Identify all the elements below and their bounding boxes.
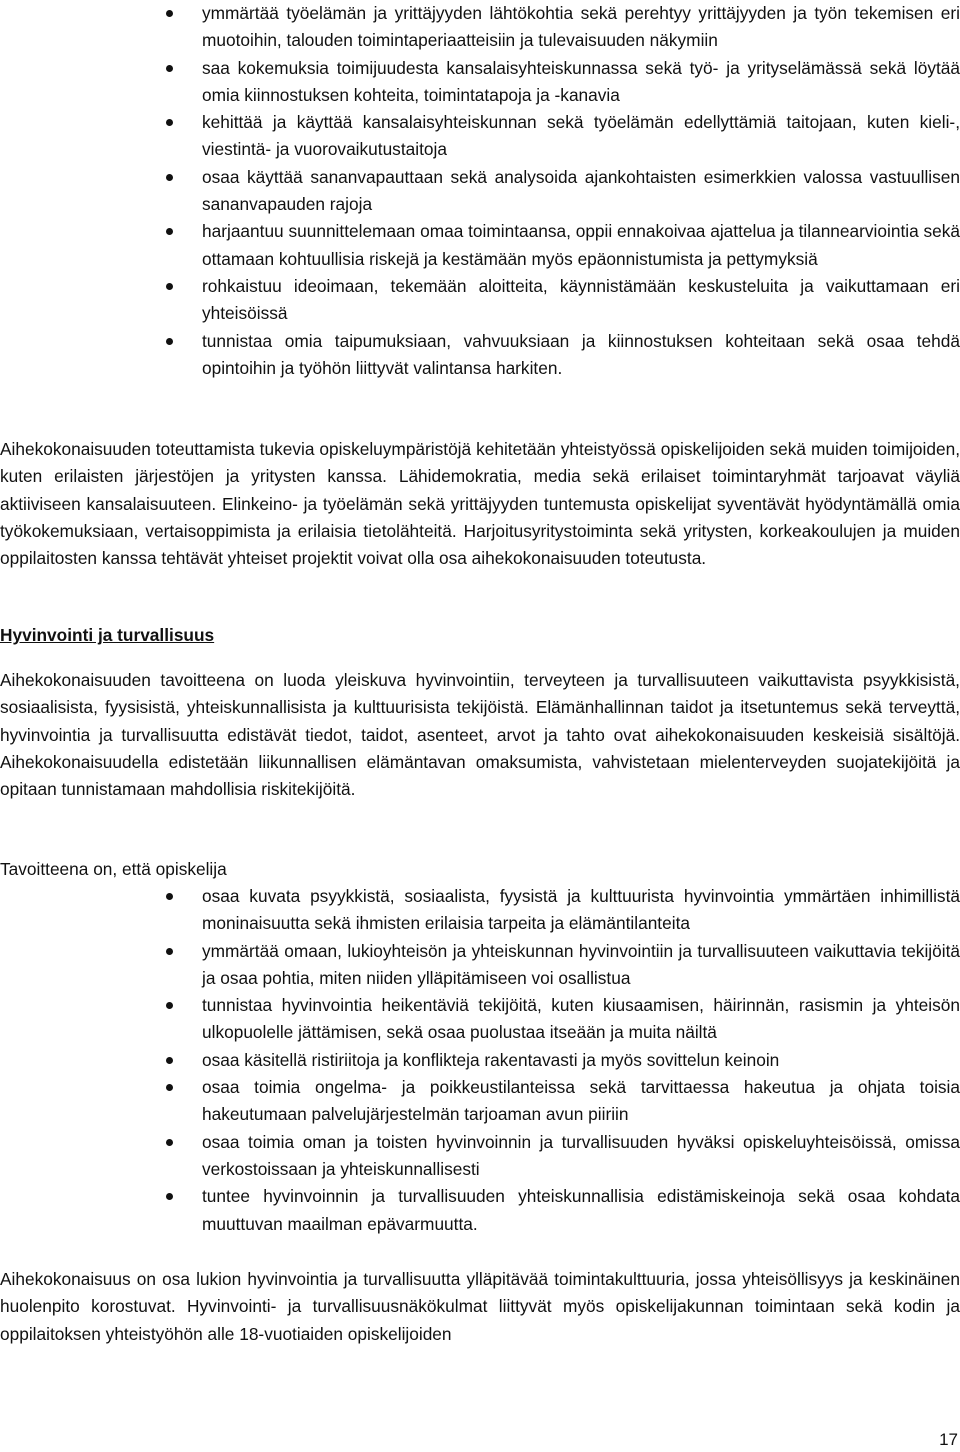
list-intro: Tavoitteena on, että opiskelija bbox=[0, 859, 227, 879]
bullet-icon bbox=[166, 948, 173, 955]
list-item: ymmärtää omaan, lukioyhteisön ja yhteiskunnan hyvinvointiin ja turvallisuuteen vaikuttavia tekijöitä ja osaa pohtia, miten niiden ylläpitämiseen voi osallistua bbox=[0, 938, 960, 993]
list-item: ymmärtää työelämän ja yrittäjyyden lähtökohtia sekä perehtyy yrittäjyyden ja työn tekemisen eri muotoihin, talouden toimintaperiaatteisiin ja tulevaisuuden näkymiin bbox=[0, 0, 960, 55]
bullet-icon bbox=[166, 1139, 173, 1146]
list-item: osaa käyttää sananvapauttaan sekä analysoida ajankohtaisten esimerkkien valossa vastuullisen sananvapauden rajoja bbox=[0, 164, 960, 219]
list-item: harjaantuu suunnittelemaan omaa toimintaansa, oppii ennakoivaa ajattelua ja tilannearviointia sekä ottamaan kohtuullisia riskejä ja kestämään myös epäonnistumista ja pettymyksiä bbox=[0, 218, 960, 273]
body-paragraph: Aihekokonaisuuden tavoitteena on luoda yleiskuva hyvinvointiin, terveyteen ja turvallisuuteen vaikuttavista psyykkisistä, sosiaalisista, fyysisistä, yhteiskunnallisista ja kulttuurisista tekijöistä. Elämänhallinnan taidot ja itsetuntemus sekä terveyttä, hyvinvointia ja turvallisuutta edistävät tiedot, taidot, asenteet, arvot ja tahto ovat aihekokonaisuuden keskeisiä sisältöjä. Aihekokonaisuudella edistetään liikunnallisen elämäntavan omaksumista, vahvistetaan mielenterveyden suojatekijöitä ja opitaan tunnistamaan mahdollisia riskitekijöitä. bbox=[0, 670, 960, 800]
bullet-icon bbox=[166, 10, 173, 17]
list-item: tunnistaa hyvinvointia heikentäviä tekijöitä, kuten kiusaamisen, häirinnän, rasismin ja yhteisön ulkopuolelle jättämisen, sekä osaa puolustaa itseään ja muita näiltä bbox=[0, 992, 960, 1047]
goals-list-2 bbox=[0, 883, 960, 1238]
list-item: osaa toimia oman ja toisten hyvinvoinnin ja turvallisuuden hyväksi opiskeluyhteisöissä, omissa verkostoissaan ja yhteiskunnallisesti bbox=[0, 1129, 960, 1184]
list-item: kehittää ja käyttää kansalaisyhteiskunnan sekä työelämän edellyttämiä taitojaan, kuten kieli-, viestintä- ja vuorovaikutustaitoja bbox=[0, 109, 960, 164]
body-paragraph: Aihekokonaisuus on osa lukion hyvinvointia ja turvallisuutta ylläpitävää toimintakulttuuria, jossa yhteisöllisyys ja keskinäinen huolenpito korostuvat. Hyvinvointi- ja turvallisuusnäkökulmat liittyvät myös opiskelijakunnan toimintaan sekä kodin ja oppilaitoksen yhteistyöhön alle 18-vuotiaiden opiskelijoiden bbox=[0, 1269, 960, 1344]
bullet-icon bbox=[166, 65, 173, 72]
list-item: osaa kuvata psyykkistä, sosiaalista, fyysistä ja kulttuurista hyvinvointia ymmärtäen inhimillistä moninaisuutta sekä ihmisten erilaisia tarpeita ja elämäntilanteita bbox=[0, 883, 960, 938]
list-item: tunnistaa omia taipumuksiaan, vahvuuksiaan ja kiinnostuksen kohteitaan sekä osaa tehdä opintoihin ja työhön liittyvät valintansa harkiten. bbox=[0, 328, 960, 383]
body-paragraph: Aihekokonaisuuden toteuttamista tukevia opiskeluympäristöjä kehitetään yhteistyössä opiskelijoiden sekä muiden toimijoiden, kuten erilaisten järjestöjen ja yritysten kanssa. Lähidemokratia, media sekä erilaiset toimintaryhmät tarjoavat väyliä aktiiviseen kansalaisuuteen. Elinkeino- ja työelämän sekä yrittäjyyden tuntemusta opiskelijat syventävät hyödyntämällä omia työkokemuksiaan, vertaisoppimista ja erilaisia tietolähteitä. Harjoitusyritystoiminta sekä yritysten, korkeakoulujen ja muiden oppilaitosten kanssa tehtävät yhteiset projektit voivat olla osa aihekokonaisuuden toteutusta. bbox=[0, 439, 960, 569]
list-item: tuntee hyvinvoinnin ja turvallisuuden yhteiskunnallisia edistämiskeinoja sekä osaa kohdata muuttuvan maailman epävarmuutta. bbox=[0, 1183, 960, 1238]
bullet-icon bbox=[166, 1084, 173, 1091]
bullet-icon bbox=[166, 228, 173, 235]
goals-list-1 bbox=[0, 0, 960, 382]
bullet-icon bbox=[166, 1002, 173, 1009]
section-heading: Hyvinvointi ja turvallisuus bbox=[0, 625, 215, 645]
bullet-icon bbox=[166, 283, 173, 290]
page-number: 17 bbox=[939, 1430, 958, 1449]
bullet-icon bbox=[166, 1193, 173, 1200]
bullet-icon bbox=[166, 174, 173, 181]
bullet-icon bbox=[166, 1057, 173, 1064]
list-item: osaa käsitellä ristiriitoja ja konflikteja rakentavasti ja myös sovittelun keinoin bbox=[0, 1047, 960, 1074]
list-item: osaa toimia ongelma- ja poikkeustilanteissa sekä tarvittaessa hakeutua ja ohjata toisia hakeutumaan palvelujärjestelmän tarjoaman avun piiriin bbox=[0, 1074, 960, 1129]
bullet-icon bbox=[166, 893, 173, 900]
bullet-icon bbox=[166, 338, 173, 345]
bullet-icon bbox=[166, 119, 173, 126]
list-item: saa kokemuksia toimijuudesta kansalaisyhteiskunnassa sekä työ- ja yrityselämässä sekä löytää omia kiinnostuksen kohteita, toimintatapoja ja -kanavia bbox=[0, 55, 960, 110]
list-item: rohkaistuu ideoimaan, tekemään aloitteita, käynnistämään keskusteluita ja vaikuttamaan eri yhteisöissä bbox=[0, 273, 960, 328]
